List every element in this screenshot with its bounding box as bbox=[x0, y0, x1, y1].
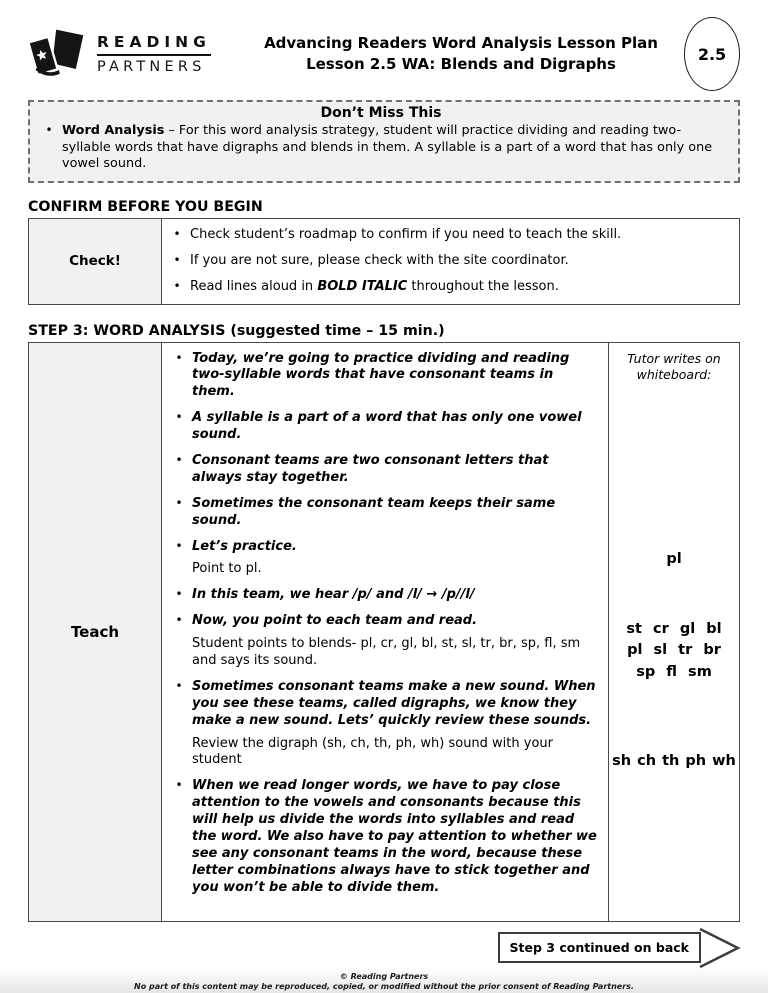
check-bullet-item bbox=[164, 227, 731, 244]
arrow-right-icon bbox=[698, 926, 742, 970]
tutor-action-note: Review the digraph (sh, ch, th, ph, wh) sound with your student bbox=[192, 735, 553, 768]
whiteboard-digraphs: sh ch th ph wh bbox=[612, 752, 736, 769]
header bbox=[28, 14, 740, 94]
confirm-section-heading: CONFIRM BEFORE YOU BEGIN bbox=[28, 198, 263, 215]
tutor-script-line: Consonant teams are two consonant letters that always stay together. bbox=[192, 453, 549, 485]
teach-bullet-item bbox=[166, 539, 600, 556]
word-analysis-term: Word Analysis bbox=[62, 123, 165, 138]
continued-arrow-label: Step 3 continued on back bbox=[498, 932, 701, 963]
whiteboard-blends-row2: pl sl tr br bbox=[627, 642, 721, 659]
teach-bullet-item bbox=[166, 410, 600, 444]
whiteboard-note: Tutor writes on whiteboard: bbox=[627, 350, 721, 383]
tutor-action-note: Point to pl. bbox=[192, 561, 262, 577]
check-bullet-3-post: throughout the lesson. bbox=[407, 278, 559, 294]
teach-bullet-item bbox=[166, 496, 600, 530]
dont-miss-bullet-item bbox=[36, 123, 726, 173]
tutor-script-line: Sometimes the consonant team keeps their same sound. bbox=[192, 495, 556, 528]
check-bullet-3 bbox=[190, 279, 731, 296]
continued-arrow-row bbox=[28, 926, 740, 970]
teach-bullet-item bbox=[166, 778, 600, 896]
document-title-line2: Lesson 2.5 WA: Blends and Digraphs bbox=[306, 55, 616, 73]
teach-row-label: Teach bbox=[29, 343, 162, 921]
check-row-content bbox=[162, 219, 739, 304]
check-bullet-item bbox=[164, 253, 731, 270]
tutor-action-note: Student points to blends- pl, cr, gl, bl, st, sl, tr, br, sp, fl, sm and says its sound. bbox=[192, 636, 581, 669]
bullet-dot-icon: • bbox=[175, 778, 183, 793]
teach-bullet-item bbox=[166, 587, 600, 604]
check-bullet-3-pre: Read lines aloud in bbox=[190, 278, 318, 294]
dont-miss-this-box bbox=[28, 100, 740, 183]
teach-row-content bbox=[162, 343, 608, 921]
tutor-script-line: Now, you point to each team and read. bbox=[192, 613, 478, 629]
whiteboard-pl: pl bbox=[666, 550, 682, 567]
bold-italic-emphasis: BOLD ITALIC bbox=[317, 278, 408, 294]
bullet-dot-icon: • bbox=[175, 350, 183, 365]
tutor-script-line: In this team, we hear /p/ and /l/ → /p//l/ bbox=[192, 587, 475, 603]
check-bullet-2: If you are not sure, please check with the site coordinator. bbox=[190, 252, 569, 268]
bullet-dot-icon: • bbox=[45, 123, 53, 137]
whiteboard-column bbox=[608, 343, 739, 921]
dont-miss-this-title: Don’t Miss This bbox=[320, 105, 442, 121]
lesson-number-badge: 2.5 bbox=[684, 17, 740, 91]
footer-disclaimer: No part of this content may be reproduced, copied, or modified without the prior consent of Reading Partners. bbox=[134, 982, 634, 992]
reading-partners-logo-icon bbox=[28, 26, 88, 82]
bullet-dot-icon: • bbox=[175, 538, 183, 553]
check-bullet-1: Check student’s roadmap to confirm if you need to teach the skill. bbox=[190, 226, 622, 242]
logo-line2: PARTNERS bbox=[97, 59, 206, 75]
step3-table bbox=[28, 342, 740, 922]
bullet-dot-icon: • bbox=[173, 278, 181, 293]
continued-arrow bbox=[498, 926, 742, 970]
bullet-dot-icon: • bbox=[173, 226, 181, 241]
teach-bullet-item bbox=[166, 613, 600, 630]
logo-line1: READING bbox=[97, 33, 211, 56]
document-title-line1: Advancing Readers Word Analysis Lesson Plan bbox=[264, 34, 658, 52]
document-title bbox=[246, 33, 676, 75]
reading-partners-logo bbox=[28, 26, 246, 82]
bullet-dot-icon: • bbox=[173, 252, 181, 267]
bullet-dot-icon: • bbox=[175, 613, 183, 628]
whiteboard-blends-list bbox=[609, 619, 739, 684]
check-bullet-item bbox=[164, 279, 731, 296]
tutor-script-line: A syllable is a part of a word that has only one vowel sound. bbox=[192, 410, 582, 443]
bullet-dot-icon: • bbox=[175, 453, 183, 467]
whiteboard-blends-row1: st cr gl bl bbox=[626, 620, 722, 637]
logo-wordmark bbox=[97, 33, 211, 75]
bullet-dot-icon: • bbox=[175, 587, 183, 602]
tutor-script-line: Sometimes consonant teams make a new sound. When you see these teams, called digraphs, we know they make a new sound. Lets’ quickly review these sounds. bbox=[192, 678, 596, 728]
page-footer bbox=[28, 972, 740, 993]
word-analysis-description: – For this word analysis strategy, student will practice dividing and reading two-syllable words that have digraphs and blends in them. A syllable is a part of a word that has only one vowel sound. bbox=[62, 123, 713, 172]
teach-bullet-item bbox=[166, 351, 600, 402]
tutor-script-line: Let’s practice. bbox=[192, 538, 297, 554]
step3-section-heading: STEP 3: WORD ANALYSIS (suggested time – 15 min.) bbox=[28, 322, 445, 339]
whiteboard-blends-row3: sp fl sm bbox=[636, 664, 712, 681]
dont-miss-bullet-text bbox=[62, 123, 726, 173]
footer-copyright: © Reading Partners bbox=[339, 971, 429, 981]
check-table bbox=[28, 218, 740, 305]
teach-bullet-item bbox=[166, 679, 600, 730]
teach-bullet-item bbox=[166, 453, 600, 487]
bullet-dot-icon: • bbox=[175, 410, 183, 425]
bullet-dot-icon: • bbox=[175, 495, 183, 510]
tutor-script-line: When we read longer words, we have to pay close attention to the vowels and consonants because this will help us divide the words into syllables and read the word. We also have to pay attention to whether we see any consonant teams in the word, because these letter combinations always have to stick together and you won’t be able to divide them. bbox=[192, 778, 597, 895]
check-row-label: Check! bbox=[29, 219, 162, 304]
bullet-dot-icon: • bbox=[175, 678, 183, 693]
tutor-script-line: Today, we’re going to practice dividing and reading two-syllable words that have consonant teams in them. bbox=[192, 350, 570, 400]
